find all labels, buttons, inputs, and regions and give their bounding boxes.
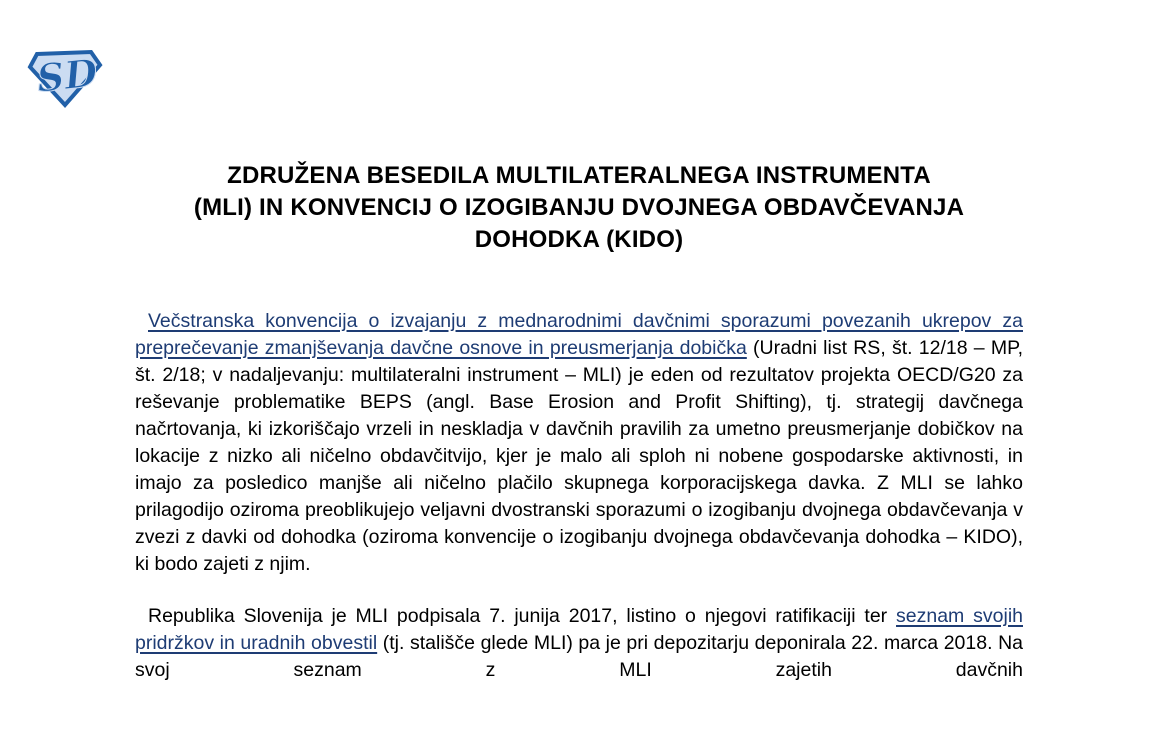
paragraph: [135, 603, 1023, 684]
hyperlink[interactable]: seznam svojih pridržkov in uradnih obvestil: [135, 605, 1023, 654]
text-run: Republika Slovenija je MLI podpisala 7. junija 2017, listino o njegovi ratifikaciji ter: [148, 605, 897, 627]
title-line-2: (MLI) IN KONVENCIJ O IZOGIBANJU DVOJNEGA OBDAVČEVANJA: [193, 194, 965, 221]
document-body: [135, 308, 1023, 709]
logo-letters: SD: [34, 49, 100, 101]
document-title: [135, 160, 1023, 256]
title-line-1: ZDRUŽENA BESEDILA MULTILATERALNEGA INSTRUMENTA: [227, 162, 931, 189]
text-run: (Uradni list RS, št. 12/18 – MP, št. 2/18; v nadaljevanju: multilateralni instrument – MLI) je eden od rezultatov projekta OECD/G20 za reševanje problematike BEPS (angl. Base Erosion and Profit Shifting), tj. strategij davčnega načrtovanja, ki izkoriščajo vrzeli in neskladja v davčnih pravilih za umetno preusmerjanje dobičkov na lokacije z nizko ali ničelno obdavčitvijo, kjer je malo ali sploh ni nobene gospodarske aktivnosti, in imajo za posledico manjše ali ničelno plačilo skupnega korporacijskega davka. Z MLI se lahko prilagodijo oziroma preoblikujejo veljavni dvostranski sporazumi o izogibanju dvojnega obdavčevanja v zvezi z davki od dohodka (oziroma konvencije o izogibanju dvojnega obdavčevanja dohodka – KIDO), ki bodo zajeti z njim.: [135, 337, 1023, 575]
sd-logo-icon: [27, 47, 103, 109]
hyperlink[interactable]: Večstranska konvencija o izvajanju z mednarodnimi davčnimi sporazumi povezanih ukrepov za preprečevanje zmanjševanja davčne osnove in preusmerjanja dobička: [135, 310, 1023, 359]
paragraph: [135, 308, 1023, 578]
title-line-3: DOHODKA (KIDO): [474, 226, 684, 253]
text-run: (tj. stališče glede MLI) pa je pri depozitarju deponirala 22. marca 2018. Na svoj seznam z MLI zajetih davčnih: [135, 632, 1024, 681]
